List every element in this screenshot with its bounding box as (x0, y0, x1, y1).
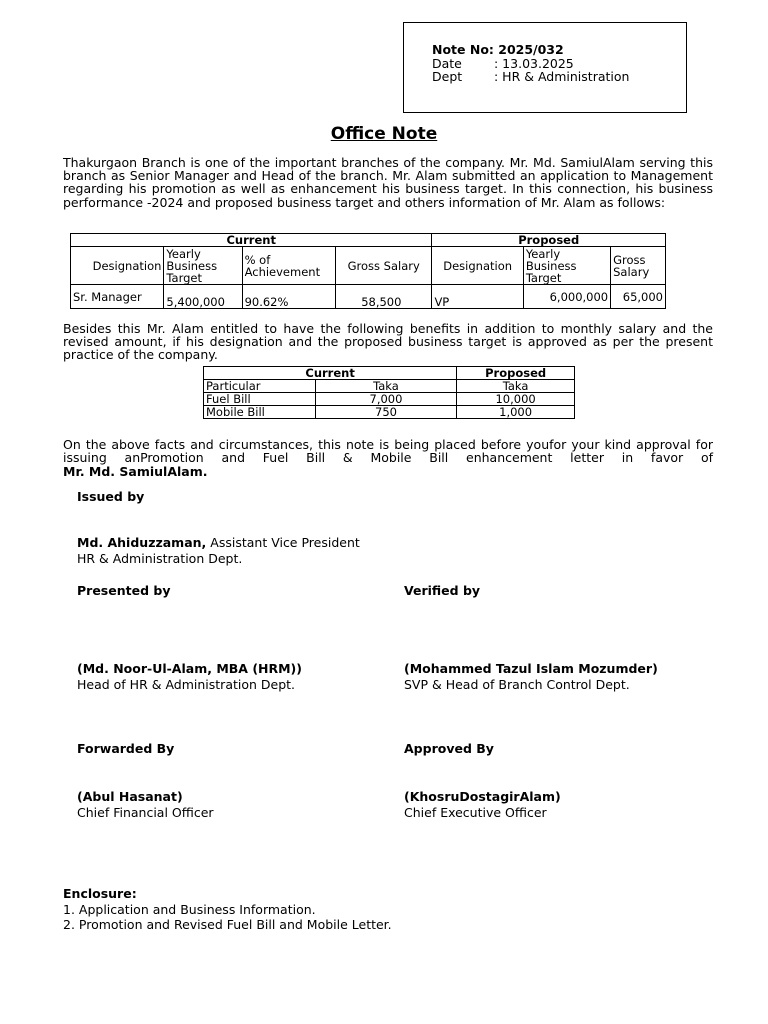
benefits-current-header: Current (204, 367, 457, 380)
header-gross-salary: Gross Salary (335, 247, 431, 285)
header-achievement: % of Achievement (242, 247, 335, 285)
header-particular: Particular (204, 380, 316, 393)
presented-by-label: Presented by (77, 583, 171, 598)
benefits-table (203, 366, 575, 419)
header-designation: Designation (71, 247, 164, 285)
issued-by-name: Md. Ahiduzzaman, (77, 535, 207, 550)
note-number: Note No: 2025/032 (432, 42, 564, 57)
forwarded-by-name: (Abul Hasanat) (77, 789, 183, 804)
verified-by-title: SVP & Head of Branch Control Dept. (404, 677, 630, 692)
issued-by-dept: HR & Administration Dept. (77, 551, 243, 566)
presented-by-name: (Md. Noor-Ul-Alam, MBA (HRM)) (77, 661, 302, 676)
row-current: 7,000 (315, 393, 457, 406)
dept-label: Dept (432, 69, 463, 84)
issued-by-label: Issued by (77, 489, 145, 504)
header-yearly-target: Yearly Business Target (164, 247, 242, 285)
cell-yearly-target: 5,400,000 (164, 285, 242, 309)
table-row (204, 406, 575, 419)
table-row (204, 393, 575, 406)
forwarded-by-label: Forwarded By (77, 741, 175, 756)
header-proposed-designation: Designation (432, 247, 523, 285)
cell-gross-salary: 58,500 (335, 285, 431, 309)
dept-value: : HR & Administration (494, 69, 630, 84)
date-value: : 13.03.2025 (494, 56, 574, 71)
page-title: Office Note (330, 124, 438, 144)
enclosure-label: Enclosure: (63, 886, 137, 901)
header-taka-proposed: Taka (457, 380, 575, 393)
header-proposed-yearly-target: Yearly Business Target (523, 247, 610, 285)
enclosure-item: 1. Application and Business Information. (63, 902, 316, 917)
header-proposed-gross-salary: Gross Salary (611, 247, 666, 285)
approved-by-title: Chief Executive Officer (404, 805, 547, 820)
group-proposed: Proposed (432, 234, 666, 247)
row-particular: Fuel Bill (204, 393, 316, 406)
verified-by-label: Verified by (404, 583, 481, 598)
closing-name: Mr. Md. SamiulAlam. (63, 464, 208, 479)
cell-proposed-gross-salary: 65,000 (611, 285, 666, 309)
approved-by-label: Approved By (404, 741, 494, 756)
issued-by-title: Assistant Vice President (206, 535, 360, 550)
intro-paragraph: Thakurgaon Branch is one of the important branches of the company. Mr. Md. SamiulAlam serving this branch as Senior Manager and Head of the branch. Mr. Alam submitted an application to Management regarding his promotion as well as enhancement his business target. In this connection, his business performance -2024 and proposed business target and others information of Mr. Alam as follows: (63, 155, 713, 210)
date-label: Date (432, 56, 462, 71)
cell-proposed-yearly-target: 6,000,000 (523, 285, 610, 309)
cell-proposed-designation: VP (432, 285, 523, 309)
row-particular: Mobile Bill (204, 406, 316, 419)
row-current: 750 (315, 406, 457, 419)
presented-by-title: Head of HR & Administration Dept. (77, 677, 296, 692)
row-proposed: 1,000 (457, 406, 575, 419)
benefits-paragraph: Besides this Mr. Alam entitled to have the following benefits in addition to monthly salary and the revised amount, if his designation and the proposed business target is approved as per the present practice of the company. (63, 321, 713, 363)
verified-by-name: (Mohammed Tazul Islam Mozumder) (404, 661, 658, 676)
cell-designation: Sr. Manager (71, 285, 164, 309)
group-current: Current (71, 234, 432, 247)
performance-table (70, 233, 666, 309)
forwarded-by-title: Chief Financial Officer (77, 805, 214, 820)
closing-paragraph: On the above facts and circumstances, this note is being placed before youfor your kind approval for issuing anPromotion and Fuel Bill & Mobile Bill enhancement letter in favor of (63, 437, 713, 466)
issued-by-line (77, 535, 360, 550)
cell-achievement: 90.62% (242, 285, 335, 309)
note-info-box (403, 22, 687, 113)
header-taka-current: Taka (315, 380, 457, 393)
enclosure-item: 2. Promotion and Revised Fuel Bill and Mobile Letter. (63, 917, 392, 932)
approved-by-name: (KhosruDostagirAlam) (404, 789, 561, 804)
benefits-proposed-header: Proposed (457, 367, 575, 380)
row-proposed: 10,000 (457, 393, 575, 406)
note-dept (432, 70, 629, 84)
